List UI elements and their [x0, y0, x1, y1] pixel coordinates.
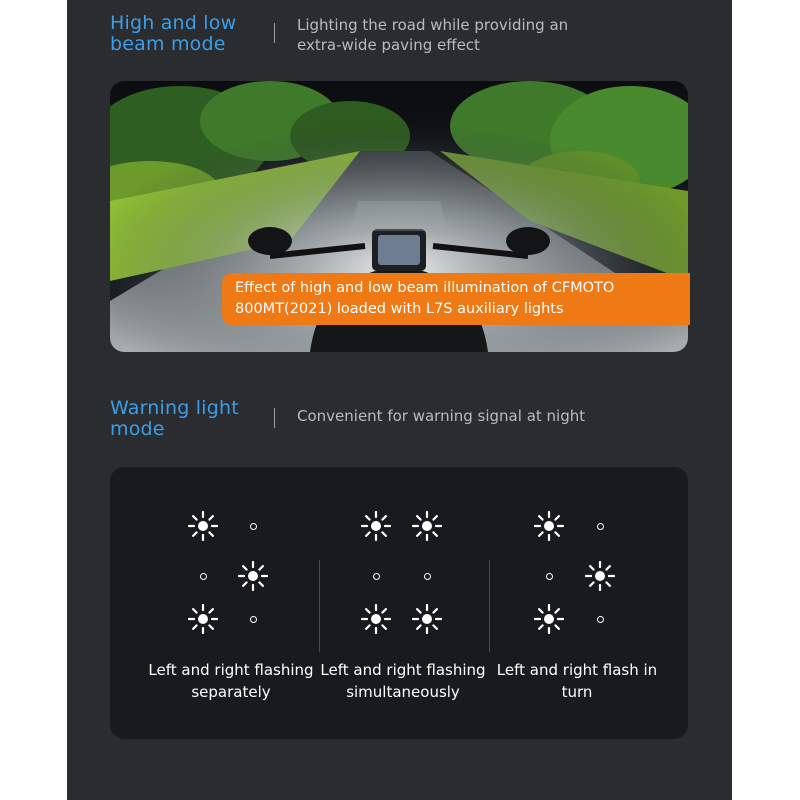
light-on-icon	[238, 561, 268, 591]
light-on-icon	[188, 604, 218, 634]
light-off-icon	[424, 573, 431, 580]
title-separator	[274, 23, 275, 43]
beam-mode-title: High and low beam mode	[110, 12, 237, 55]
light-on-icon	[534, 604, 564, 634]
light-on-icon	[361, 604, 391, 634]
mode-label-in-turn: Left and right flash in turn	[496, 661, 658, 701]
light-on-icon	[412, 511, 442, 541]
light-on-icon	[412, 604, 442, 634]
warning-mode-title: Warning light mode	[110, 397, 239, 440]
light-on-icon	[188, 511, 218, 541]
column-divider	[319, 560, 320, 652]
light-on-icon	[361, 511, 391, 541]
warning-mode-description: Convenient for warning signal at night	[297, 407, 586, 425]
light-off-icon	[546, 573, 553, 580]
title-separator	[274, 408, 275, 428]
light-off-icon	[597, 523, 604, 530]
photo-caption: Effect of high and low beam illumination of CFMOTO 800MT(2021) loaded with L7S auxiliary lights	[235, 280, 615, 317]
light-off-icon	[250, 616, 257, 623]
beam-mode-description: Lighting the road while providing an extra-wide paving effect	[297, 16, 569, 54]
mode-label-separately: Left and right flashing separately	[148, 661, 314, 701]
light-off-icon	[250, 523, 257, 530]
light-on-icon	[585, 561, 615, 591]
light-off-icon	[597, 616, 604, 623]
light-off-icon	[373, 573, 380, 580]
light-off-icon	[200, 573, 207, 580]
mode-label-simultaneously: Left and right flashing simultaneously	[320, 661, 486, 701]
column-divider	[489, 560, 490, 652]
light-on-icon	[534, 511, 564, 541]
